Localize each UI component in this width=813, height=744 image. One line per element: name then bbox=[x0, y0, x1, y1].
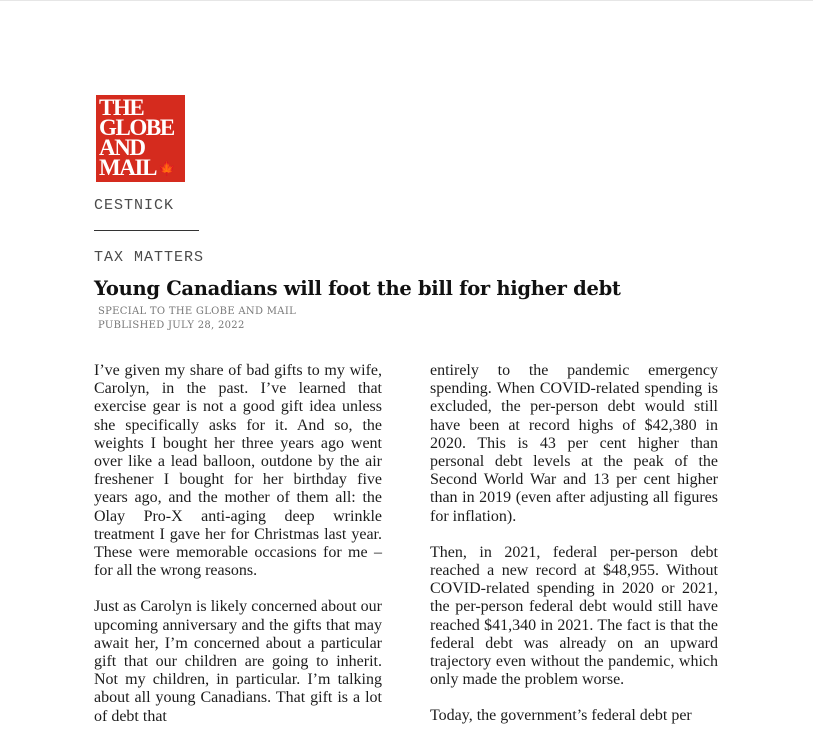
byline: CESTNICK bbox=[94, 197, 175, 214]
article-column-right bbox=[430, 362, 718, 744]
article-paragraph: Today, the government’s federal debt per bbox=[430, 707, 692, 725]
article-paragraph: I’ve given my share of bad gifts to my wife, Carolyn, in the past. I’ve learned that exercise gear is not a good gift idea unless she specifically asks for it. And so, the weights I bought her three years ago went over like a lead balloon, outdone by the air freshener I bought for her birthday five years ago, and the mother of them all: the Olay Pro-X anti-aging deep wrinkle treatment I gave her for Christmas last year. These were memorable occasions for me – for all the wrong reasons. bbox=[94, 362, 382, 580]
page-top-border bbox=[0, 0, 813, 1]
article-column-left bbox=[94, 362, 382, 744]
logo-line: AND bbox=[99, 135, 145, 160]
maple-leaf-icon: 🍁 bbox=[158, 162, 175, 177]
article-headline: Young Canadians will foot the bill for higher debt bbox=[94, 277, 621, 300]
publish-date: PUBLISHED JULY 28, 2022 bbox=[98, 320, 245, 331]
globe-and-mail-logo bbox=[96, 95, 185, 182]
article-paragraph: entirely to the pandemic emergency spending. When COVID-related spending is excluded, the per-person debt would still have been at record highs of $42,380 in 2020. This is 43 per cent higher than personal debt levels at the peak of the Second World War and 13 per cent higher than in 2019 (even after adjusting all figures for inflation). bbox=[430, 362, 718, 525]
logo-line: GLOBE bbox=[99, 115, 174, 140]
logo-line-text: MAIL bbox=[99, 155, 157, 180]
section-label: TAX MATTERS bbox=[94, 249, 205, 266]
byline-divider bbox=[94, 230, 199, 231]
logo-line: THE bbox=[99, 95, 144, 120]
article-paragraph: Then, in 2021, federal per-person debt reached a new record at $48,955. Without COVID-related spending in 2020 or 2021, the per-person federal debt would still have reached $41,340 in 2021. The fact is that the federal debt was already on an upward trajectory even without the pandemic, which only made the problem worse. bbox=[430, 543, 718, 689]
logo-line bbox=[99, 155, 185, 180]
article-paragraph: Just as Carolyn is likely concerned about our upcoming anniversary and the gifts that may await her, I’m concerned about a particular gift that our children are going to inherit. Not my children, in particular. I’m talking about all young Canadians. That gift is a lot of debt that bbox=[94, 598, 382, 725]
special-credit: SPECIAL TO THE GLOBE AND MAIL bbox=[98, 306, 297, 317]
